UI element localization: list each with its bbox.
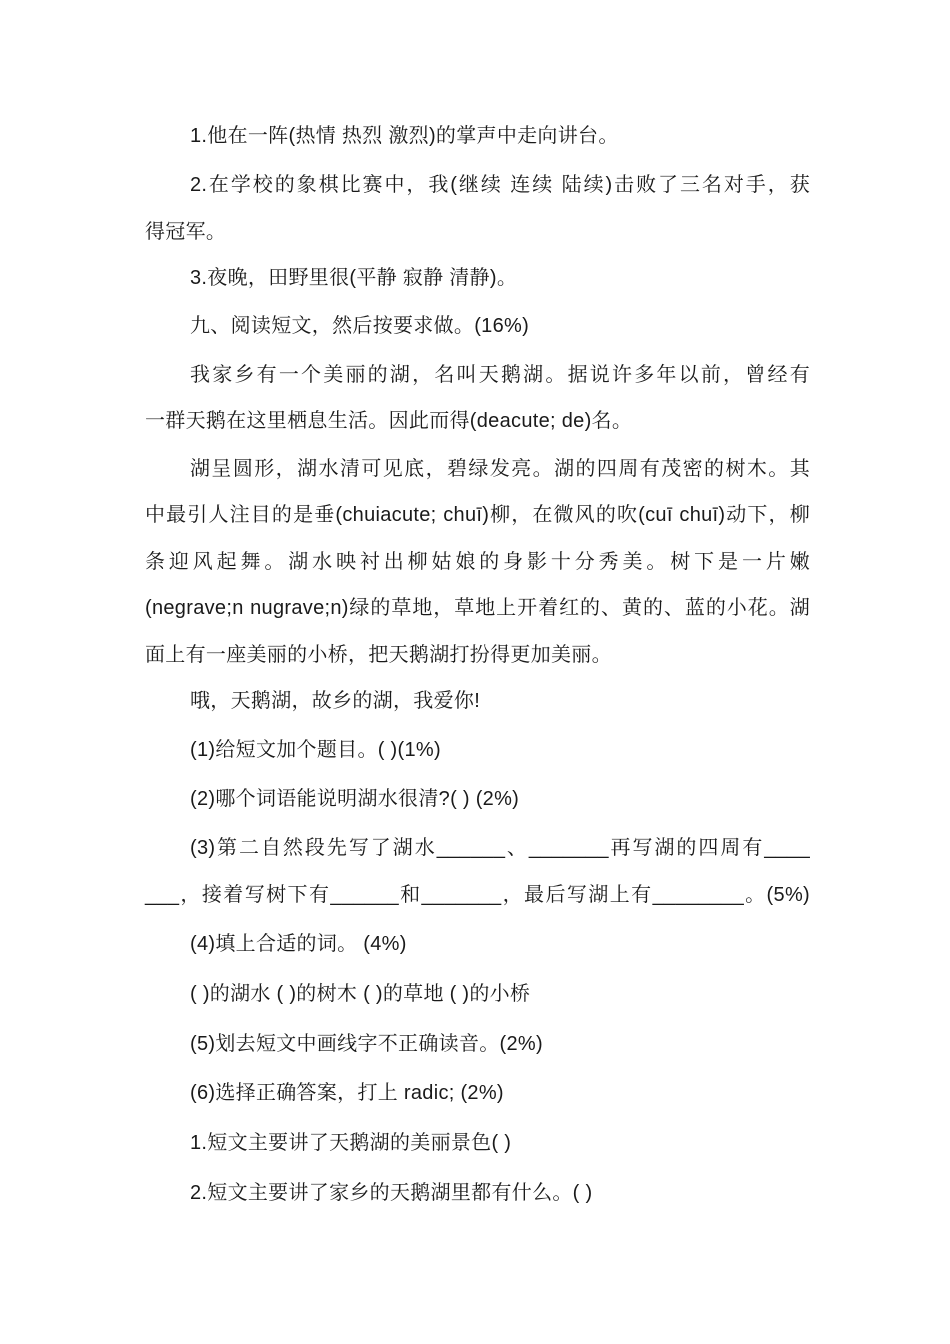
- passage-paragraph-1-line-2: 一群天鹅在这里栖息生活。因此而得(deacute; de)名。: [145, 410, 633, 432]
- exercise-2: (2)哪个词语能说明湖水很清?( ) (2%): [190, 788, 520, 810]
- exercise-3-line-2: ___，接着写树下有______和_______，最后写湖上有________。(5%): [145, 884, 810, 906]
- question-line-2-cont: 得冠军。: [145, 221, 227, 243]
- exercise-1: (1)给短文加个题目。( )(1%): [190, 739, 441, 761]
- question-line-3: 3.夜晚，田野里很(平静 寂静 清静)。: [190, 267, 518, 289]
- passage-paragraph-2-line-1: 湖呈圆形，湖水清可见底，碧绿发亮。湖的四周有茂密的树木。其: [190, 458, 810, 480]
- exercise-6: (6)选择正确答案，打上 radic; (2%): [190, 1082, 504, 1104]
- answer-option-2: 2.短文主要讲了家乡的天鹅湖里都有什么。( ): [190, 1182, 593, 1204]
- section-heading: 九、阅读短文，然后按要求做。(16%): [190, 315, 530, 337]
- exercise-5: (5)划去短文中画线字不正确读音。(2%): [190, 1033, 543, 1055]
- passage-paragraph-2-line-2: 中最引人注目的是垂(chuiacute; chuī)柳，在微风的吹(cuī chuī)动下，柳: [145, 504, 810, 526]
- passage-paragraph-3: 哦，天鹅湖，故乡的湖，我爱你!: [190, 690, 481, 712]
- exercise-3-line-1: (3)第二自然段先写了湖水______、_______再写湖的四周有____: [190, 837, 810, 859]
- answer-option-1: 1.短文主要讲了天鹅湖的美丽景色( ): [190, 1132, 512, 1154]
- passage-paragraph-2-line-3: 条迎风起舞。湖水映衬出柳姑娘的身影十分秀美。树下是一片嫩: [145, 551, 810, 573]
- passage-paragraph-1-line-1: 我家乡有一个美丽的湖，名叫天鹅湖。据说许多年以前，曾经有: [190, 364, 810, 386]
- exercise-4-blanks: ( )的湖水 ( )的树木 ( )的草地 ( )的小桥: [190, 983, 531, 1005]
- question-line-1: 1.他在一阵(热情 热烈 激烈)的掌声中走向讲台。: [190, 125, 619, 147]
- question-line-2: 2.在学校的象棋比赛中，我(继续 连续 陆续)击败了三名对手，获: [190, 174, 810, 196]
- passage-paragraph-2-line-5: 面上有一座美丽的小桥，把天鹅湖打扮得更加美丽。: [145, 644, 612, 666]
- exercise-4: (4)填上合适的词。 (4%): [190, 933, 407, 955]
- passage-paragraph-2-line-4: (negrave;n nugrave;n)绿的草地，草地上开着红的、黄的、蓝的小花。湖: [145, 597, 810, 619]
